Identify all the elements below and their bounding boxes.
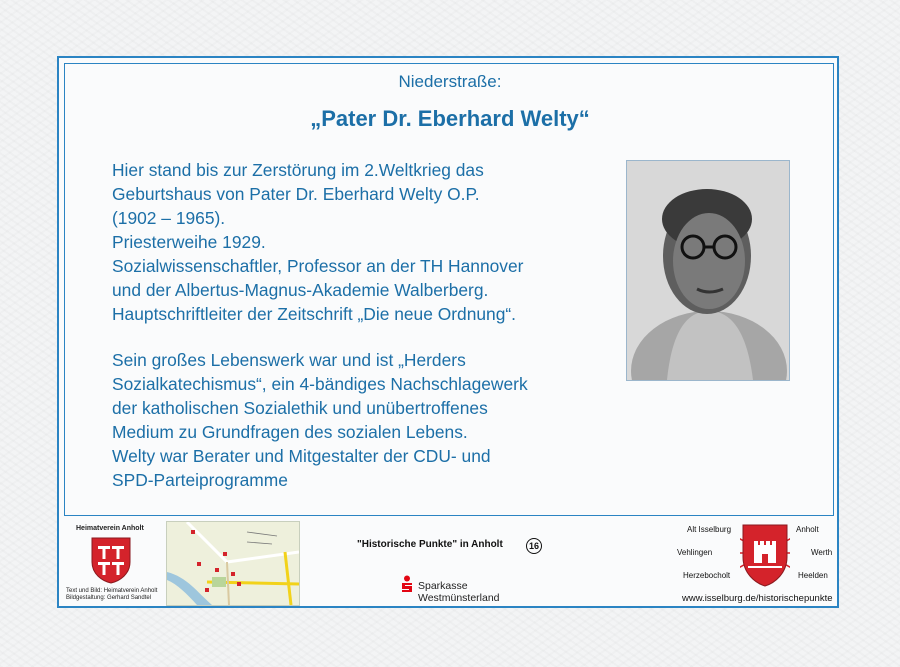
street-name: Niederstraße:	[398, 72, 502, 91]
body-line: SPD-Parteiprogramme	[112, 470, 288, 490]
sparkasse-logo-icon	[399, 575, 415, 598]
body-line: Medium zu Grundfragen des sozialen Lebens.	[112, 422, 468, 442]
series-title: "Historische Punkte" in Anholt	[357, 539, 503, 550]
body-line: der katholischen Sozialethik und unübertroffenes	[112, 398, 488, 418]
body-line: Sozialwissenschaftler, Professor an der TH Hannover	[112, 256, 524, 276]
sponsor-line: Sparkasse	[418, 580, 468, 592]
body-line: Sozialkatechismus“, ein 4-bändiges Nachschlagewerk	[112, 374, 528, 394]
body-line: Sein großes Lebenswerk war und ist „Herders	[112, 350, 466, 370]
body-line: Hier stand bis zur Zerstörung im 2.Weltkrieg das	[112, 160, 484, 180]
place-label: Vehlingen	[677, 548, 713, 557]
body-text	[112, 158, 612, 492]
isselburg-coat-of-arms-icon	[740, 523, 790, 592]
credits	[66, 588, 157, 602]
website-url: www.isselburg.de/historischepunkte	[682, 593, 833, 604]
body-line: Priesterweihe 1929.	[112, 232, 266, 252]
place-label: Werth	[811, 548, 833, 557]
credit-line: Bildgestaltung: Gerhard Sandtel	[66, 595, 152, 601]
portrait-photo-icon	[627, 161, 789, 380]
town-map-icon	[166, 521, 300, 606]
page-title: „Pater Dr. Eberhard Welty“	[310, 106, 590, 131]
body-line: (1902 – 1965).	[112, 208, 226, 228]
sponsor-name	[418, 580, 500, 604]
place-label: Herzebocholt	[683, 571, 731, 580]
point-number-badge: 16	[526, 538, 542, 554]
body-line: Geburtshaus von Pater Dr. Eberhard Welty O.P.	[112, 184, 480, 204]
portrait-photo	[626, 160, 790, 381]
sponsor-line: Westmünsterland	[418, 592, 500, 604]
body-line: Hauptschriftleiter der Zeitschrift „Die neue Ordnung“.	[112, 304, 517, 324]
place-label: Alt Isselburg	[687, 525, 732, 534]
credit-line: Text und Bild: Heimatverein Anholt	[66, 588, 158, 594]
body-line: Welty war Berater und Mitgestalter der CDU- und	[112, 446, 491, 466]
place-label: Anholt	[796, 525, 819, 534]
place-label: Heelden	[798, 571, 828, 580]
body-line: und der Albertus-Magnus-Akademie Walberberg.	[112, 280, 489, 300]
verein-label: Heimatverein Anholt	[76, 525, 144, 532]
anholt-coat-of-arms-icon	[90, 536, 132, 589]
